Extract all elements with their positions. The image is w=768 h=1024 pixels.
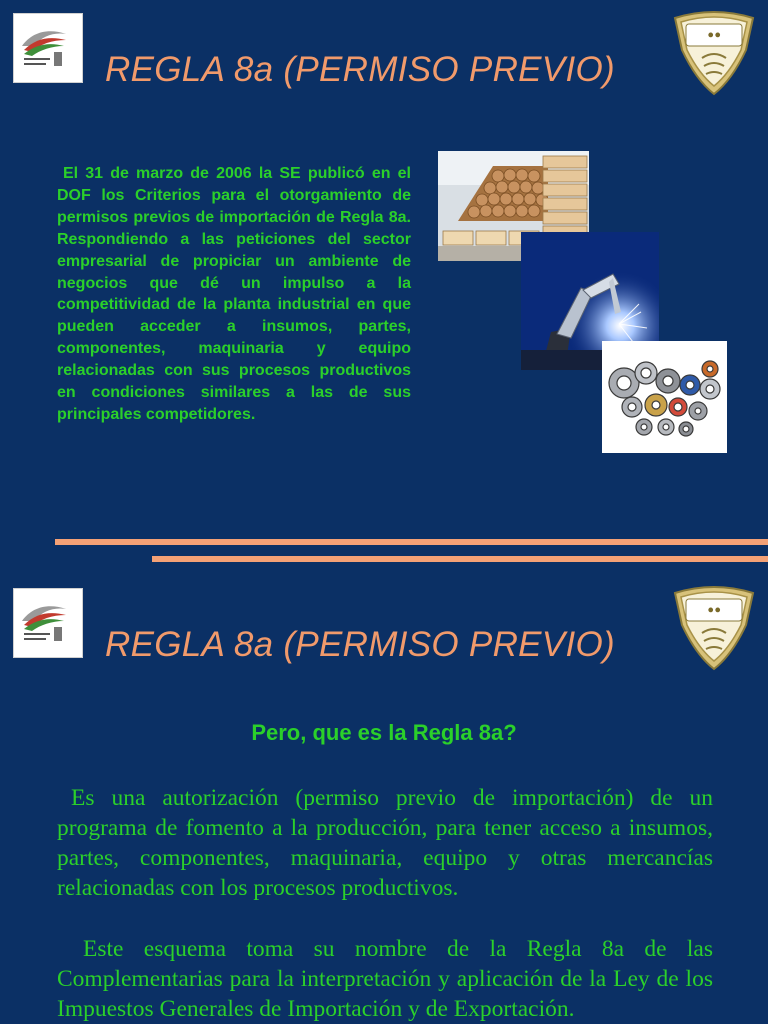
divider-line-bottom [152, 556, 768, 562]
bearings-photo [602, 341, 727, 453]
shield-emblem-logo [672, 585, 756, 671]
paragraph-name-origin: Este esquema toma su nombre de la Regla 8a de las Complementarias para la interpretación y aplicación de la Ley de los Impuestos Generales de Importación y de Exportación. [57, 936, 713, 1022]
shield-emblem-logo [672, 10, 756, 96]
secretaria-economia-logo [13, 588, 83, 658]
svg-text:••: •• [706, 25, 722, 47]
secretaria-economia-logo [13, 13, 83, 83]
slide-title: REGLA 8a (PERMISO PREVIO) [105, 50, 615, 89]
slide-body-text: El 31 de marzo de 2006 la SE publicó en el DOF los Criterios para el otorgamiento de permisos previos de importación de Regla 8a. Respondiendo a las peticiones del sector empresarial de propiciar un ambiente de negocios que dé un impulso a la competitividad de la planta industrial en que pueden acceder a insumos, partes, componentes, maquinaria y equipo relacionadas con sus procesos productivos en condiciones similares a las de sus principales competidores. [57, 165, 411, 423]
slide-title: REGLA 8a (PERMISO PREVIO) [105, 625, 615, 664]
svg-text:••: •• [706, 600, 722, 622]
slide-subtitle: Pero, que es la Regla 8a? [251, 720, 517, 745]
paragraph-definition: Es una autorización (permiso previo de importación) de un programa de fomento a la producción, para tener acceso a insumos, partes, componentes, maquinaria, equipo y otras mercancías relacionadas con los procesos productivos. [57, 785, 713, 901]
slide-2 [0, 575, 768, 1024]
divider-line-top [55, 539, 768, 545]
